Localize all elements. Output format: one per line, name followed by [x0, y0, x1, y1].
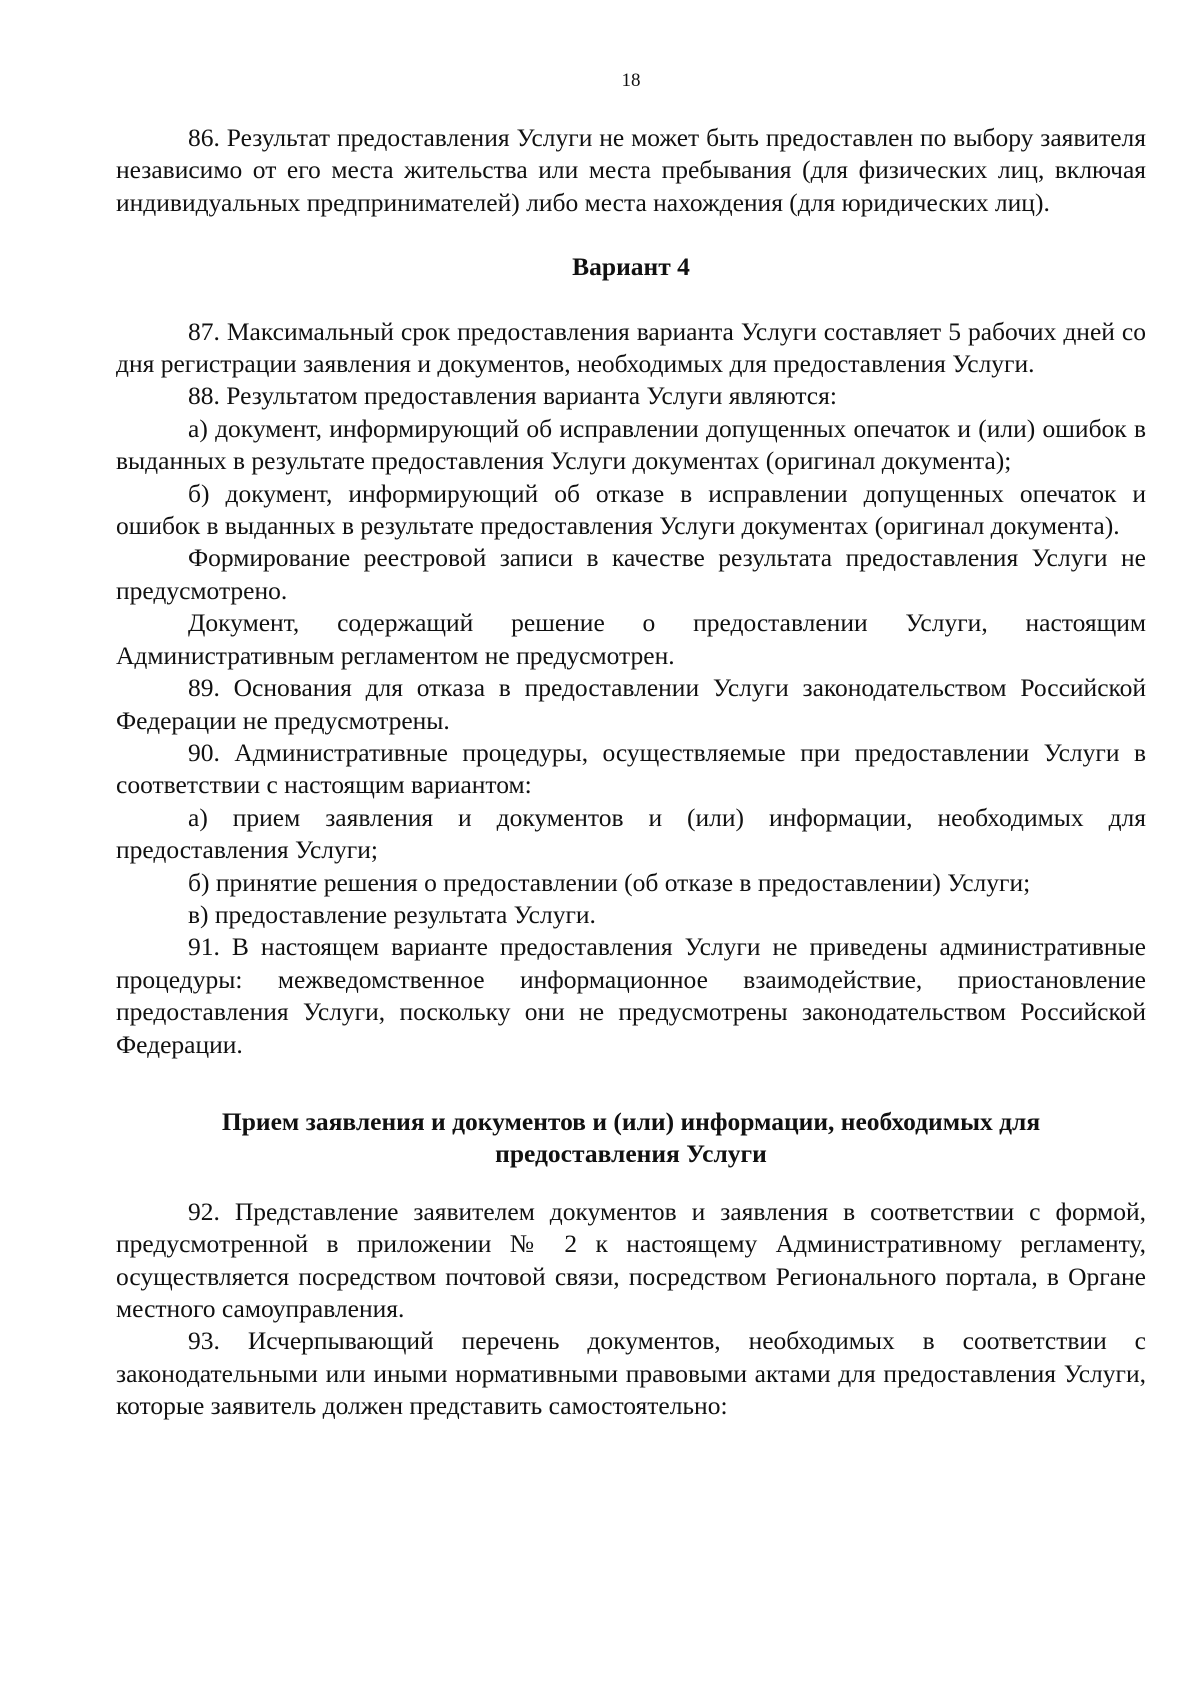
spacer — [116, 219, 1146, 251]
paragraph-89: 89. Основания для отказа в предоставлении Услуги законодательством Российской Федерации не предусмотрены. — [116, 673, 1146, 735]
spacer — [116, 1171, 1146, 1196]
spacer — [116, 1061, 1146, 1106]
paragraph-decision-document: Документ, содержащий решение о предоставлении Услуги, настоящим Административным регламентом не предусмотрен. — [116, 608, 1146, 670]
paragraph-91: 91. В настоящем варианте предоставления Услуги не приведены административные процедуры: межведомственное информационное взаимодействие, приостановление предоставления Услуги, поскольку они не предусмотрены законодательством Российской Федерации. — [116, 932, 1146, 1059]
heading-application-reception — [116, 1106, 1146, 1171]
paragraph-90: 90. Административные процедуры, осуществляемые при предоставлении Услуги в соответствии с настоящим вариантом: — [116, 737, 1146, 800]
paragraph-87: 87. Максимальный срок предоставления варианта Услуги составляет 5 рабочих дней со дня регистрации заявления и документов, необходимых для предоставления Услуги. — [116, 316, 1146, 379]
heading-variant-4: Вариант 4 — [572, 252, 690, 282]
paragraph-registry-record: Формирование реестровой записи в качестве результата предоставления Услуги не предусмотрено. — [116, 543, 1146, 605]
paragraph-88-a: а) документ, информирующий об исправлении допущенных опечаток и (или) ошибок в выданных в результате предоставления Услуги документах (оригинал документа); — [116, 413, 1146, 476]
spacer — [116, 284, 1146, 316]
document-body — [116, 122, 1146, 1423]
page-number: 18 — [621, 70, 641, 91]
paragraph-86: 86. Результат предоставления Услуги не может быть предоставлен по выбору заявителя независимо от его места жительства или места пребывания (для физических лиц, включая индивидуальных предпринимателей) либо места нахождения (для юридических лиц). — [116, 123, 1146, 217]
paragraph-92: 92. Представление заявителем документов и заявления в соответствии с формой, предусмотренной в приложении № 2 к настоящему Административному регламенту, осуществляется посредством почтовой связи, посредством Регионального портала, в Органе местного самоуправления. — [116, 1196, 1146, 1323]
heading-line-2: предоставления Услуги — [495, 1139, 767, 1169]
paragraph-88: 88. Результатом предоставления варианта Услуги являются: — [188, 381, 837, 411]
paragraph-90-c: в) предоставление результата Услуги. — [188, 899, 596, 929]
heading-line-1: Прием заявления и документов и (или) информации, необходимых для — [221, 1106, 1041, 1136]
paragraph-90-a: а) прием заявления и документов и (или) информации, необходимых для предоставления Услуги; — [116, 802, 1146, 865]
paragraph-90-b: б) принятие решения о предоставлении (об отказе в предоставлении) Услуги; — [188, 867, 1031, 897]
paragraph-88-b: б) документ, информирующий об отказе в исправлении допущенных опечаток и ошибок в выданных в результате предоставления Услуги документах (оригинал документа). — [116, 478, 1146, 541]
paragraph-93: 93. Исчерпывающий перечень документов, необходимых в соответствии с законодательными или иными нормативными правовыми актами для предоставления Услуги, которые заявитель должен представить самостоятельно: — [116, 1326, 1146, 1421]
